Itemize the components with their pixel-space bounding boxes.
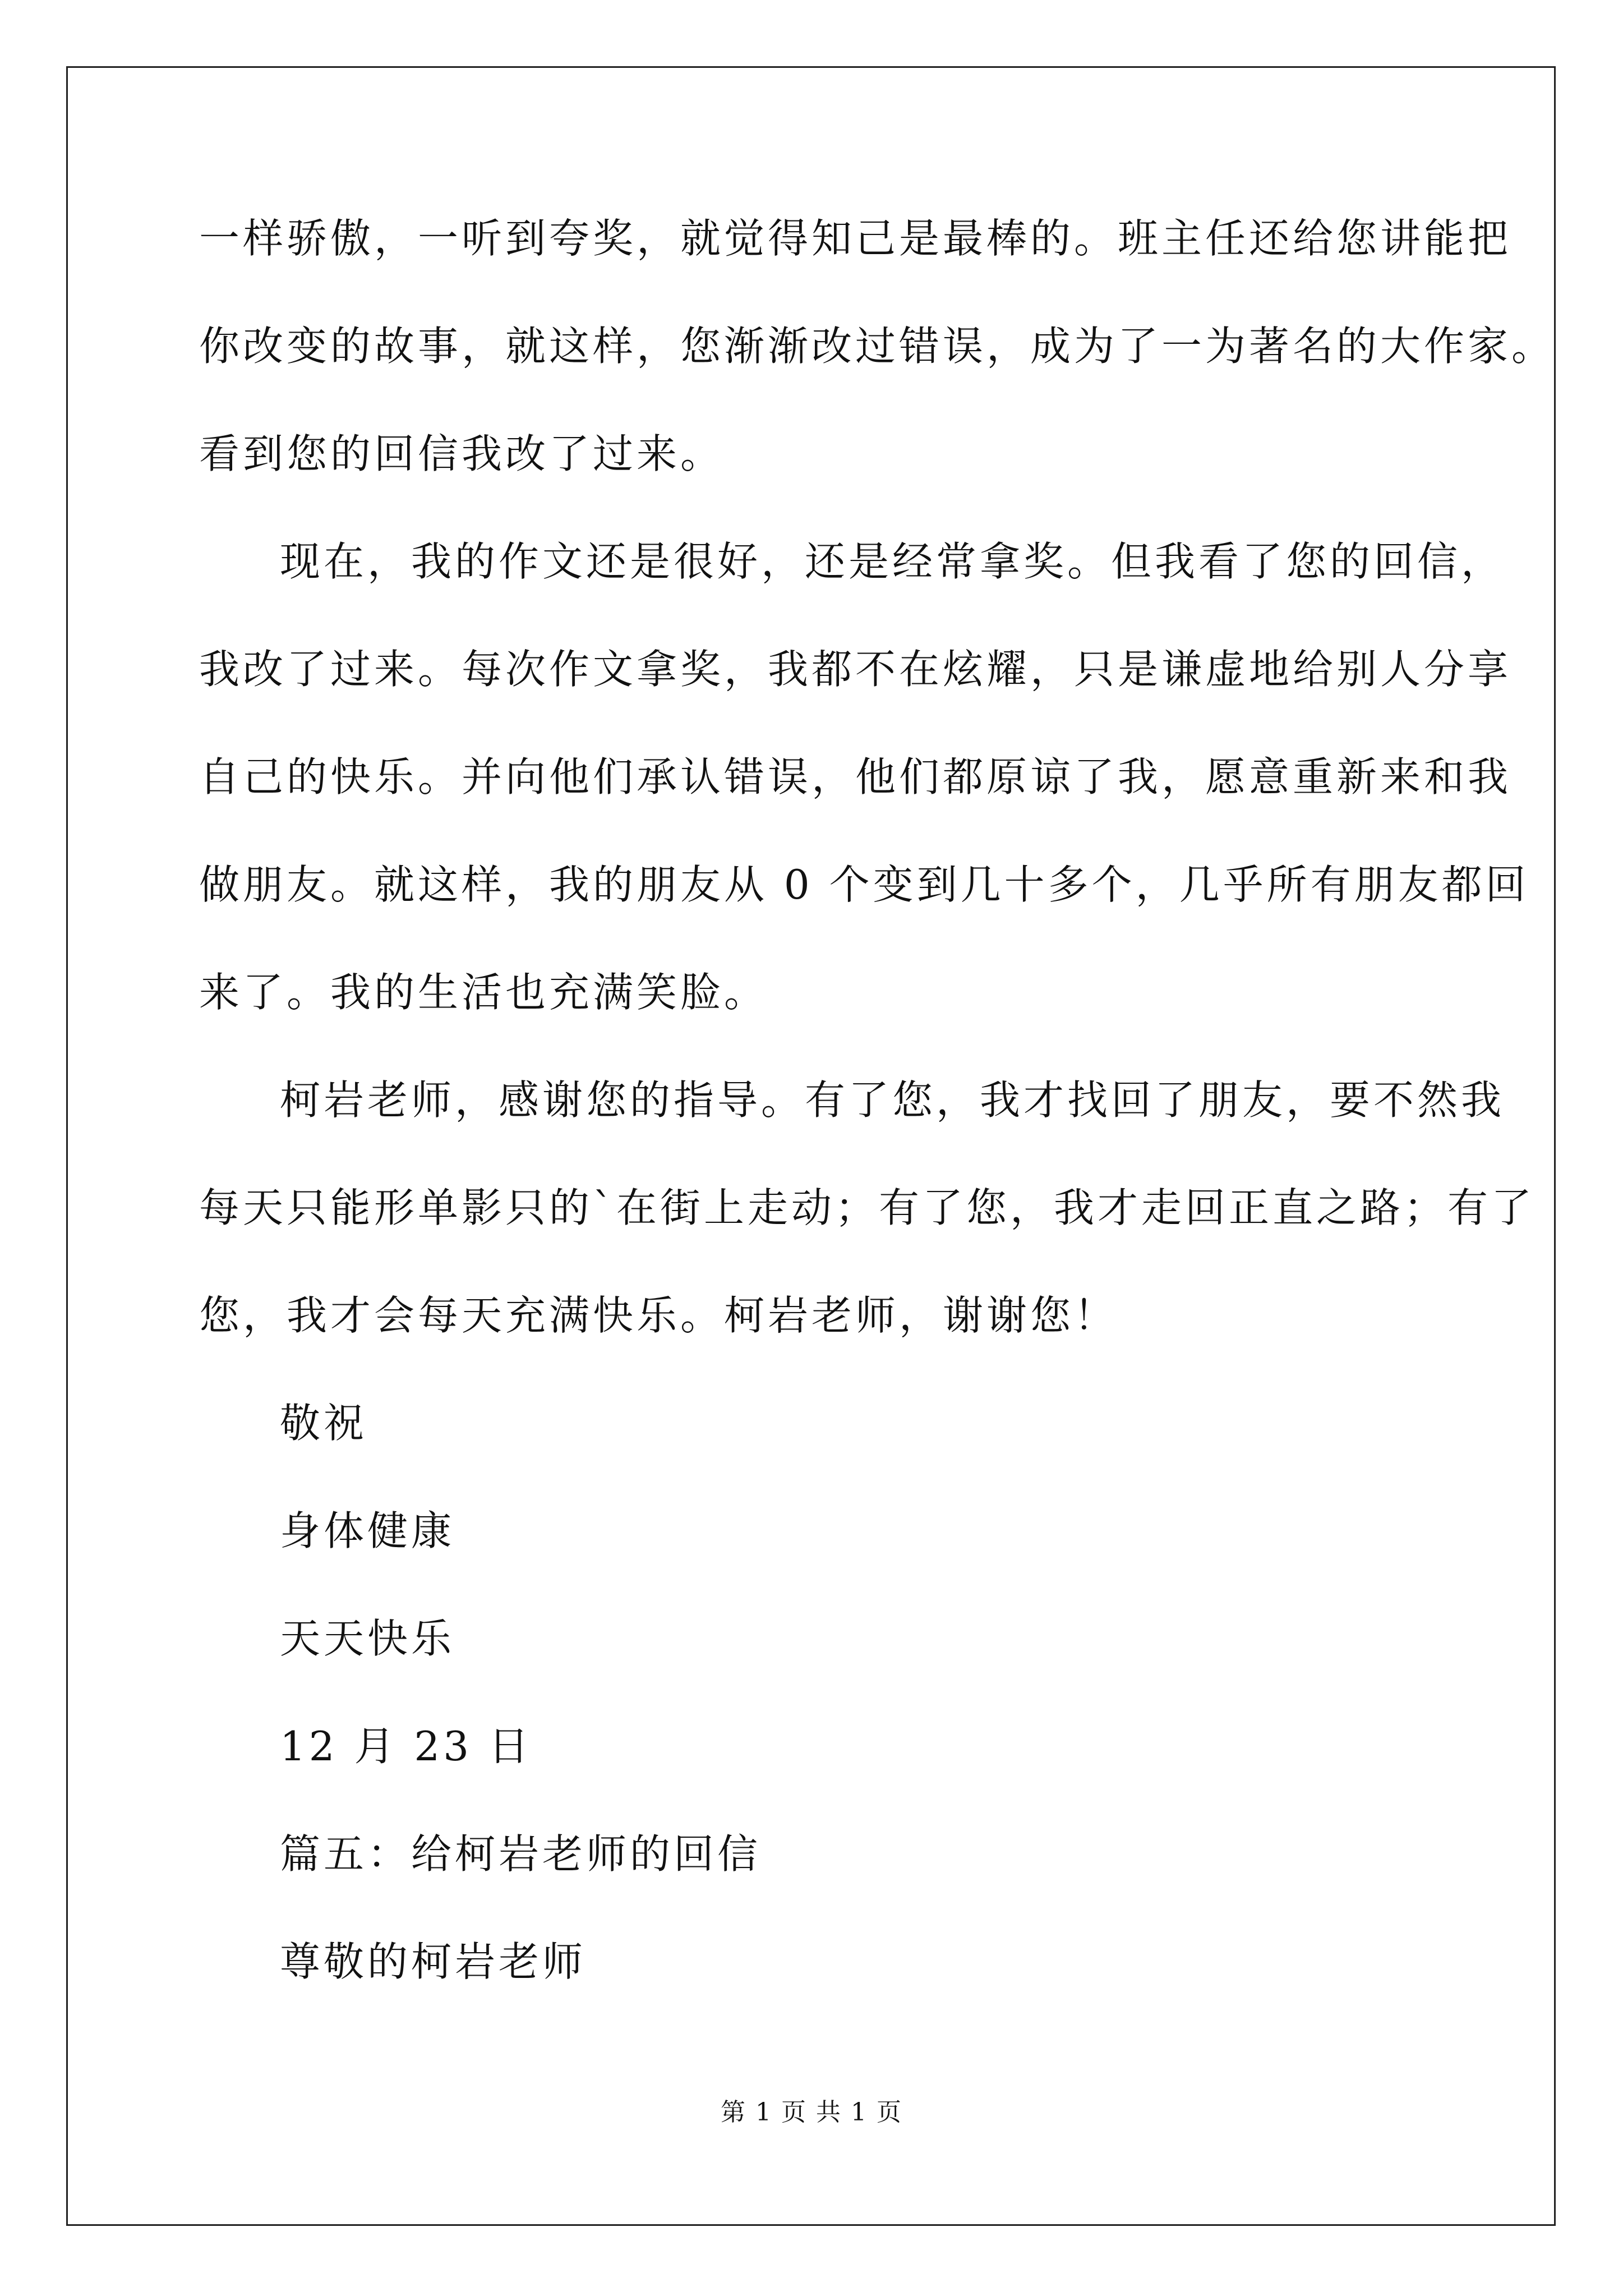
page-footer: 第 1 页 共 1 页 [721,2098,902,2127]
text-line: 自己的快乐。并向他们承认错误，他们都原谅了我，愿意重新来和我 [199,753,1512,800]
section-title: 篇五：给柯岩老师的回信 [280,1830,762,1878]
text-line: 你改变的故事，就这样，您渐渐改过错误，成为了一为著名的大作家。 [199,323,1556,370]
text-line: 看到您的回信我改了过来。 [199,430,725,477]
text-line: 您，我才会每天充满快乐。柯岩老师，谢谢您！ [199,1292,1118,1339]
text-line: 来了。我的生活也充满笑脸。 [199,969,768,1016]
text-line: 一样骄傲，一听到夸奖，就觉得知己是最棒的。班主任还给您讲能把 [199,215,1512,262]
letter-date: 12 月 23 日 [280,1723,532,1770]
salutation: 尊敬的柯岩老师 [280,1938,587,1985]
closing-wish: 身体健康 [280,1507,455,1554]
text-line: 柯岩老师，感谢您的指导。有了您，我才找回了朋友，要不然我 [280,1076,1505,1124]
text-line: 每天只能形单影只的`在街上走动；有了您，我才走回正直之路；有了 [199,1184,1536,1231]
text-line: 我改了过来。每次作文拿奖，我都不在炫耀，只是谦虚地给别人分享 [199,646,1512,693]
text-line: 现在，我的作文还是很好，还是经常拿奖。但我看了您的回信， [280,538,1505,585]
text-line: 做朋友。就这样，我的朋友从 0 个变到几十多个，几乎所有朋友都回 [199,861,1529,908]
page-frame [66,66,1556,2226]
closing-greeting: 敬祝 [280,1400,368,1447]
closing-wish: 天天快乐 [280,1615,455,1662]
